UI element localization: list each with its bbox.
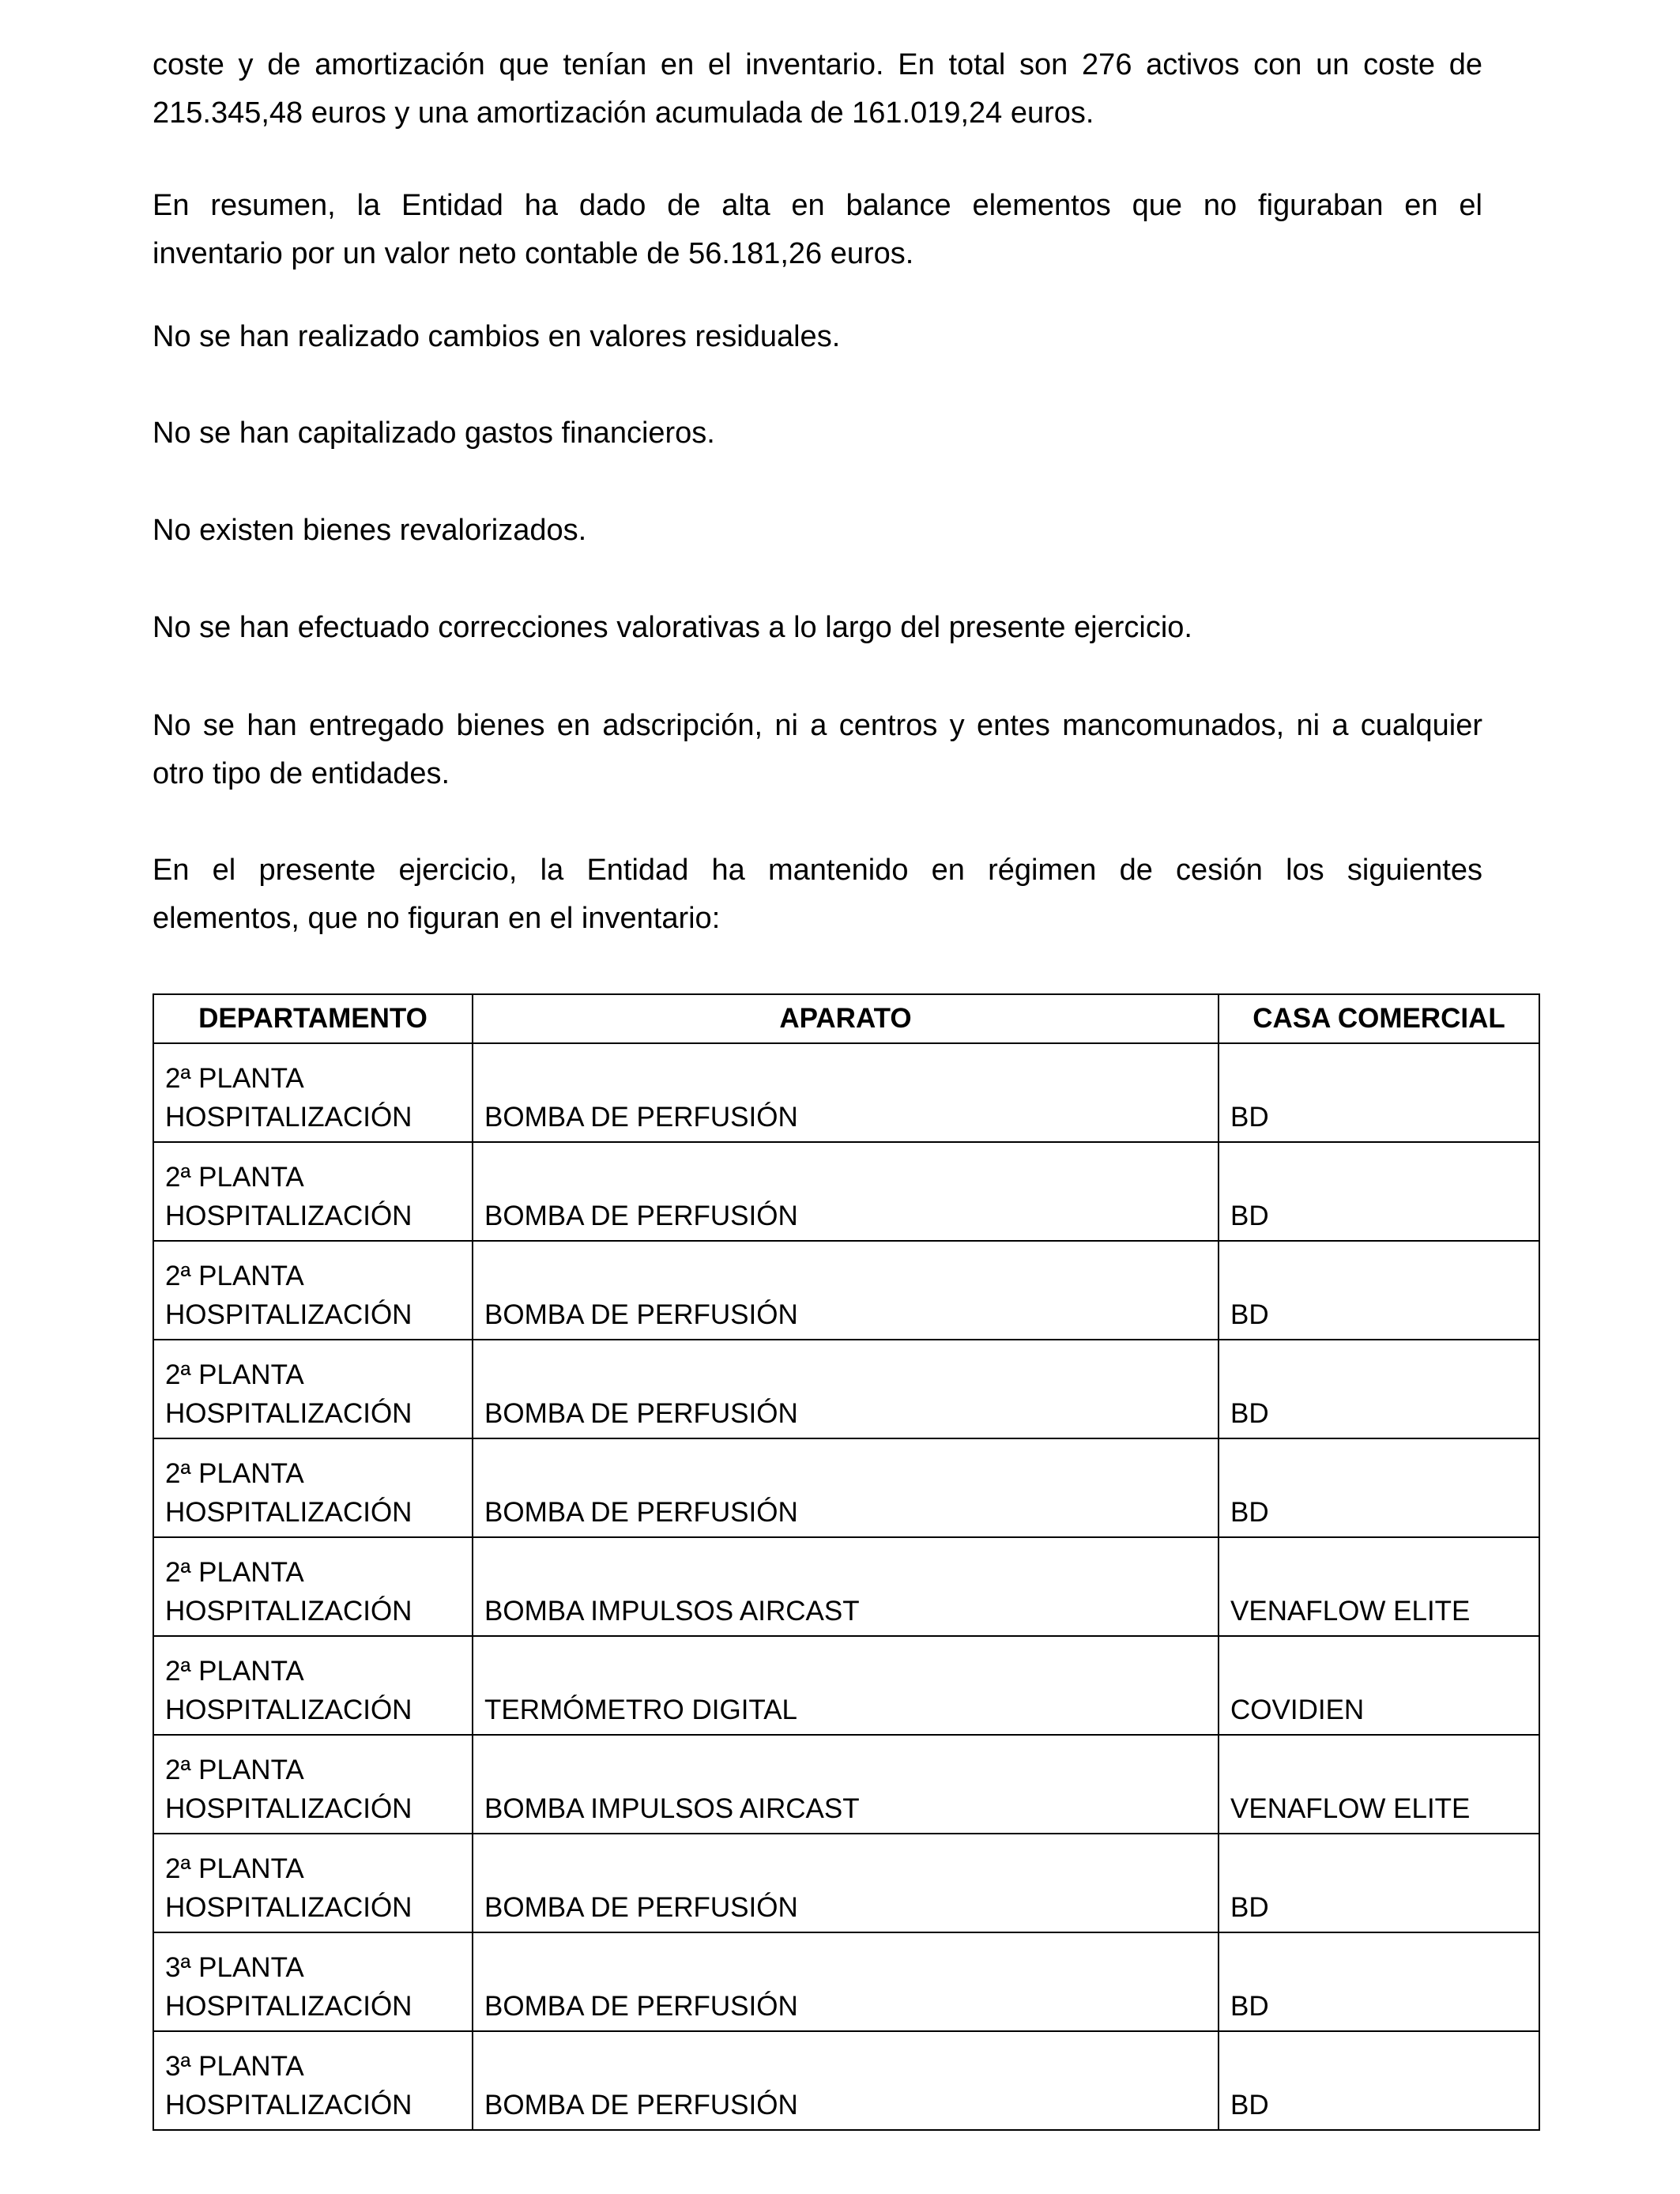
cell-casa-comercial: BD — [1219, 1438, 1539, 1537]
cesion-table — [153, 993, 1540, 2131]
table-row — [153, 1142, 1539, 1241]
cell-departamento — [153, 1340, 473, 1438]
cell-aparato: BOMBA DE PERFUSIÓN — [473, 1241, 1219, 1340]
cell-aparato: BOMBA IMPULSOS AIRCAST — [473, 1735, 1219, 1834]
cell-casa-comercial: BD — [1219, 1932, 1539, 2031]
dept-floor: 2ª PLANTA — [165, 1162, 304, 1193]
paragraph-valores-residuales: No se han realizado cambios en valores residuales. — [153, 320, 841, 353]
paragraph-line: No se han entregado bienes en adscripción, ni a centros y entes mancomunados, ni a cualquier — [153, 709, 1482, 742]
dept-floor: 2ª PLANTA — [165, 1853, 304, 1884]
cell-departamento — [153, 1636, 473, 1735]
cell-aparato: TERMÓMETRO DIGITAL — [473, 1636, 1219, 1735]
paragraph-regimen-cesion — [153, 846, 1482, 943]
table-row — [153, 1932, 1539, 2031]
paragraph-resumen — [153, 182, 1482, 278]
cell-casa-comercial: BD — [1219, 1142, 1539, 1241]
dept-unit: HOSPITALIZACIÓN — [165, 1299, 412, 1330]
cell-casa-comercial: BD — [1219, 2031, 1539, 2130]
cell-departamento — [153, 2031, 473, 2130]
cell-aparato: BOMBA IMPULSOS AIRCAST — [473, 1537, 1219, 1636]
dept-unit: HOSPITALIZACIÓN — [165, 1892, 412, 1923]
cell-aparato: BOMBA DE PERFUSIÓN — [473, 1340, 1219, 1438]
cell-departamento — [153, 1142, 473, 1241]
dept-unit: HOSPITALIZACIÓN — [165, 1102, 412, 1133]
dept-unit: HOSPITALIZACIÓN — [165, 1398, 412, 1429]
paragraph-line: En resumen, la Entidad ha dado de alta en balance elementos que no figuraban en el — [153, 189, 1482, 222]
table-row — [153, 2031, 1539, 2130]
dept-floor: 3ª PLANTA — [165, 2051, 304, 2082]
cell-aparato: BOMBA DE PERFUSIÓN — [473, 2031, 1219, 2130]
cell-casa-comercial: COVIDIEN — [1219, 1636, 1539, 1735]
cell-departamento — [153, 1537, 473, 1636]
cell-casa-comercial: BD — [1219, 1340, 1539, 1438]
paragraph-line: elementos, que no figuran en el inventario: — [153, 902, 721, 935]
dept-unit: HOSPITALIZACIÓN — [165, 1991, 412, 2022]
cell-departamento — [153, 1932, 473, 2031]
paragraph-line: coste y de amortización que tenían en el inventario. En total son 276 activos con un coste de — [153, 48, 1482, 81]
column-header-departamento: DEPARTAMENTO — [153, 994, 473, 1043]
dept-unit: HOSPITALIZACIÓN — [165, 1201, 412, 1231]
dept-floor: 3ª PLANTA — [165, 1952, 304, 1983]
dept-floor: 2ª PLANTA — [165, 1557, 304, 1588]
cell-aparato: BOMBA DE PERFUSIÓN — [473, 1834, 1219, 1932]
table-row — [153, 1537, 1539, 1636]
dept-unit: HOSPITALIZACIÓN — [165, 1793, 412, 1824]
dept-unit: HOSPITALIZACIÓN — [165, 1695, 412, 1725]
dept-unit: HOSPITALIZACIÓN — [165, 2090, 412, 2120]
cell-departamento — [153, 1241, 473, 1340]
cell-aparato: BOMBA DE PERFUSIÓN — [473, 1142, 1219, 1241]
dept-unit: HOSPITALIZACIÓN — [165, 1497, 412, 1528]
cell-casa-comercial: BD — [1219, 1241, 1539, 1340]
cell-aparato: BOMBA DE PERFUSIÓN — [473, 1932, 1219, 2031]
column-header-aparato: APARATO — [473, 994, 1219, 1043]
paragraph-correcciones-valorativas: No se han efectuado correcciones valorativas a lo largo del presente ejercicio. — [153, 611, 1192, 644]
paragraph-adscripcion — [153, 702, 1482, 798]
paragraph-line: 215.345,48 euros y una amortización acumulada de 161.019,24 euros. — [153, 96, 1094, 130]
table-row — [153, 1636, 1539, 1735]
cell-departamento — [153, 1043, 473, 1142]
table-row — [153, 1340, 1539, 1438]
paragraph-line: En el presente ejercicio, la Entidad ha mantenido en régimen de cesión los siguientes — [153, 854, 1482, 887]
dept-floor: 2ª PLANTA — [165, 1755, 304, 1785]
cell-departamento — [153, 1438, 473, 1537]
table-row — [153, 1834, 1539, 1932]
dept-floor: 2ª PLANTA — [165, 1656, 304, 1687]
dept-floor: 2ª PLANTA — [165, 1063, 304, 1094]
paragraph-line: otro tipo de entidades. — [153, 757, 450, 790]
table-row — [153, 1043, 1539, 1142]
paragraph-bienes-revalorizados: No existen bienes revalorizados. — [153, 514, 587, 547]
table-header-row — [153, 994, 1539, 1043]
cell-departamento — [153, 1834, 473, 1932]
table-row — [153, 1241, 1539, 1340]
cell-casa-comercial: VENAFLOW ELITE — [1219, 1537, 1539, 1636]
dept-floor: 2ª PLANTA — [165, 1359, 304, 1390]
table-row — [153, 1438, 1539, 1537]
paragraph-coste-amortizacion — [153, 41, 1482, 138]
dept-unit: HOSPITALIZACIÓN — [165, 1596, 412, 1627]
dept-floor: 2ª PLANTA — [165, 1261, 304, 1291]
cell-casa-comercial: VENAFLOW ELITE — [1219, 1735, 1539, 1834]
paragraph-line: inventario por un valor neto contable de 56.181,26 euros. — [153, 237, 914, 270]
table-row — [153, 1735, 1539, 1834]
cell-departamento — [153, 1735, 473, 1834]
column-header-casa-comercial: CASA COMERCIAL — [1219, 994, 1539, 1043]
cell-casa-comercial: BD — [1219, 1043, 1539, 1142]
cell-aparato: BOMBA DE PERFUSIÓN — [473, 1438, 1219, 1537]
dept-floor: 2ª PLANTA — [165, 1458, 304, 1489]
cell-casa-comercial: BD — [1219, 1834, 1539, 1932]
paragraph-gastos-financieros: No se han capitalizado gastos financieros. — [153, 417, 715, 450]
cell-aparato: BOMBA DE PERFUSIÓN — [473, 1043, 1219, 1142]
